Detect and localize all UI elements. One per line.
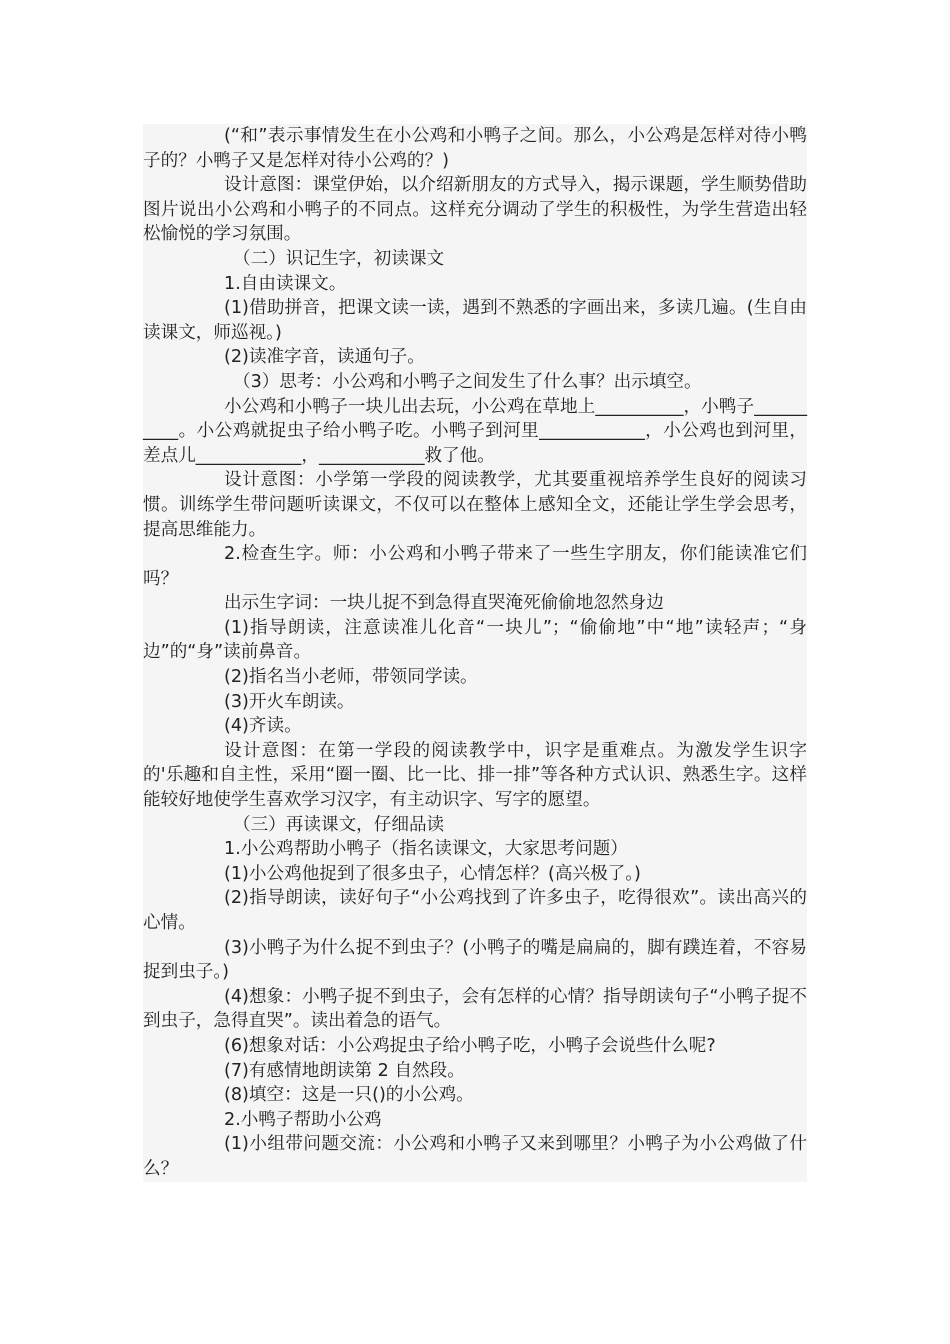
paragraph: (2)指导朗读，读好句子“小公鸡找到了许多虫子，吃得很欢”。读出高兴的心情。 — [143, 888, 807, 933]
paragraph: (8)填空：这是一只()的小公鸡。 — [224, 1085, 474, 1106]
paragraph: (1)借助拼音，把课文读一读，遇到不熟悉的字画出来，多读几遍。(生自由读课文，师巡视。) — [143, 298, 807, 343]
paragraph: 出示生字词：一块儿捉不到急得直哭淹死偷偷地忽然身边 — [224, 593, 664, 614]
paragraph: (6)想象对话：小公鸡捉虫子给小鸭子吃，小鸭子会说些什么呢? — [224, 1035, 716, 1056]
paragraph: 2.检查生字。师：小公鸡和小鸭子带来了一些生字朋友，你们能读准它们吗？ — [143, 544, 807, 589]
paragraph: (7)有感情地朗读第 2 自然段。 — [224, 1060, 465, 1081]
paragraph: (1)小公鸡他捉到了很多虫子，心情怎样？(高兴极了。) — [224, 863, 641, 884]
paragraph: (1)指导朗读，注意读准儿化音“一块儿”；“偷偷地”中“地”读轻声；“身边”的“身”读前鼻音。 — [143, 617, 807, 663]
section-heading: （二）识记生字，初读课文 — [233, 248, 445, 269]
paragraph: (3)开火车朗读。 — [224, 691, 355, 712]
paragraph: (4)想象：小鸭子捉不到虫子，会有怎样的心情？指导朗读句子“小鸭子捉不到虫子，急得直哭”。读出着急的语气。 — [143, 986, 807, 1032]
fill-in-blank-paragraph: 小公鸡和小鸭子一块儿出去玩，小公鸡在草地上__________，小鸭子__________。小公鸡就捉虫子给小鸭子吃。小鸭子到河里____________，小公鸡也到河里，差点儿____________，____________救了他。 — [143, 396, 807, 466]
paragraph: (2)读准字音，读通句子。 — [224, 347, 425, 368]
section-heading: （三）再读课文，仔细品读 — [233, 814, 445, 835]
paragraph: 设计意图：小学第一学段的阅读教学，尤其要重视培养学生良好的阅读习惯。训练学生带问题听读课文，不仅可以在整体上感知全文，还能让学生学会思考，提高思维能力。 — [143, 470, 807, 540]
paragraph: 1.小公鸡帮助小鸭子（指名读课文，大家思考问题） — [224, 839, 628, 860]
paragraph: (1)小组带问题交流：小公鸡和小鸭子又来到哪里？小鸭子为小公鸡做了什么？ — [143, 1134, 807, 1179]
paragraph: (2)指名当小老师，带领同学读。 — [224, 667, 478, 688]
paragraph: （3）思考：小公鸡和小鸭子之间发生了什么事？出示填空。 — [233, 371, 702, 392]
paragraph: 1.自由读课文。 — [224, 273, 347, 294]
paragraph: (4)齐读。 — [224, 716, 302, 737]
paragraph: 设计意图：课堂伊始，以介绍新朋友的方式导入，揭示课题，学生顺势借助图片说出小公鸡和小鸭子的不同点。这样充分调动了学生的积极性，为学生营造出轻松愉悦的学习氛围。 — [143, 175, 807, 245]
lesson-plan-text — [143, 124, 807, 1182]
paragraph: 2.小鸭子帮助小公鸡 — [224, 1109, 382, 1130]
paragraph: 设计意图：在第一学段的阅读教学中，识字是重难点。为激发学生识字的'乐趣和自主性，采用“圈一圈、比一比、排一排”等各种方式认识、熟悉生字。这样能较好地使学生喜欢学习汉字，有主动识字、写字的愿望。 — [143, 740, 807, 811]
paragraph: (3)小鸭子为什么捉不到虫子？(小鸭子的嘴是扁扁的，脚有蹼连着，不容易捉到虫子。) — [143, 937, 807, 983]
paragraph: (“和”表示事情发生在小公鸡和小鸭子之间。那么，小公鸡是怎样对待小鸭子的？小鸭子又是怎样对待小公鸡的？) — [143, 126, 807, 171]
